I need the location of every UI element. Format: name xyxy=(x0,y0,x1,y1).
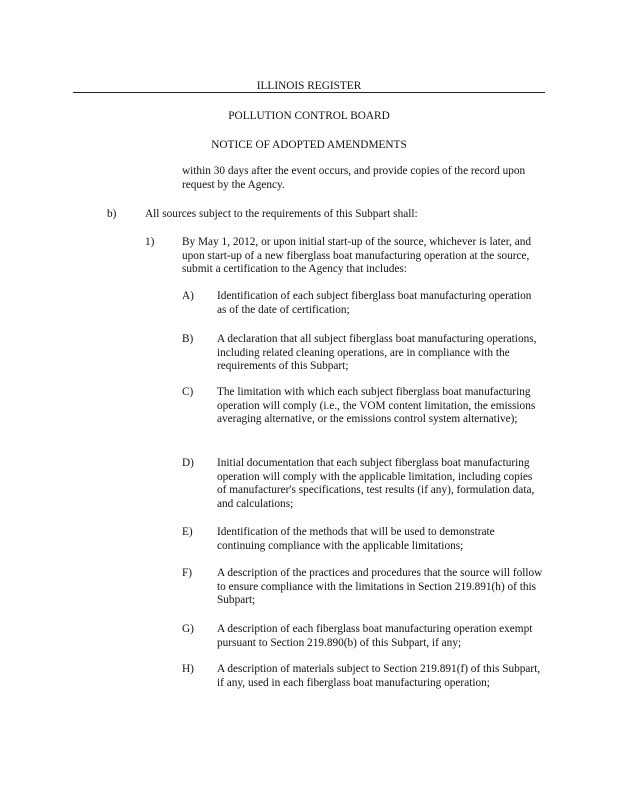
item-1-text: By May 1, 2012, or upon initial start-up of the source, whichever is later, and upon start-up of a new fiberglass boat manufacturing operation at the source, submit a certification to the Agency that includes: xyxy=(182,236,532,276)
header-rule xyxy=(73,92,545,93)
subitem-c-text: The limitation with which each subject fiberglass boat manufacturing operation will comply (i.e., the VOM content limitation, the emissions averaging alternative, or the emissions control system alternative); xyxy=(217,386,536,426)
board-title: POLLUTION CONTROL BOARD xyxy=(228,110,390,122)
subitem-g-text: A description of each fiberglass boat manufacturing operation exempt pursuant to Section 219.890(b) of this Subpart, if any; xyxy=(217,623,533,649)
register-title: ILLINOIS REGISTER xyxy=(256,80,362,92)
subitem-a-label: A) xyxy=(182,290,194,302)
subitem-b-text: A declaration that all subject fiberglass boat manufacturing operations, including related cleaning operations, are in compliance with the requirements of this Subpart; xyxy=(217,333,537,373)
subitem-d-text: Initial documentation that each subject fiberglass boat manufacturing operation will comply with the applicable limitation, including copies of manufacturer's specifications, test results (if any), formulation data, and calculations; xyxy=(217,457,535,510)
subitem-h-label: H) xyxy=(182,663,194,675)
subitem-d-label: D) xyxy=(182,457,194,469)
subitem-f-text: A description of the practices and procedures that the source will follow to ensure compliance with the limitations in Section 219.891(h) of this Subpart; xyxy=(217,567,543,607)
subitem-c-label: C) xyxy=(182,386,194,398)
notice-title: NOTICE OF ADOPTED AMENDMENTS xyxy=(211,139,407,151)
item-1-label: 1) xyxy=(145,236,155,248)
section-b-label: b) xyxy=(107,208,117,220)
subitem-e-label: E) xyxy=(182,526,193,538)
subitem-a-text: Identification of each subject fiberglass boat manufacturing operation as of the date of certification; xyxy=(217,290,532,316)
subitem-g-label: G) xyxy=(182,623,194,635)
subitem-h-text: A description of materials subject to Section 219.891(f) of this Subpart, if any, used in each fiberglass boat manufacturing operation; xyxy=(217,663,541,689)
subitem-f-label: F) xyxy=(182,567,193,579)
continuation-paragraph: within 30 days after the event occurs, and provide copies of the record upon request by the Agency. xyxy=(182,165,526,191)
subitem-e-text: Identification of the methods that will be used to demonstrate continuing compliance with the applicable limitations; xyxy=(217,526,495,552)
subitem-b-label: B) xyxy=(182,333,194,345)
section-b-text: All sources subject to the requirements of this Subpart shall: xyxy=(145,208,418,220)
